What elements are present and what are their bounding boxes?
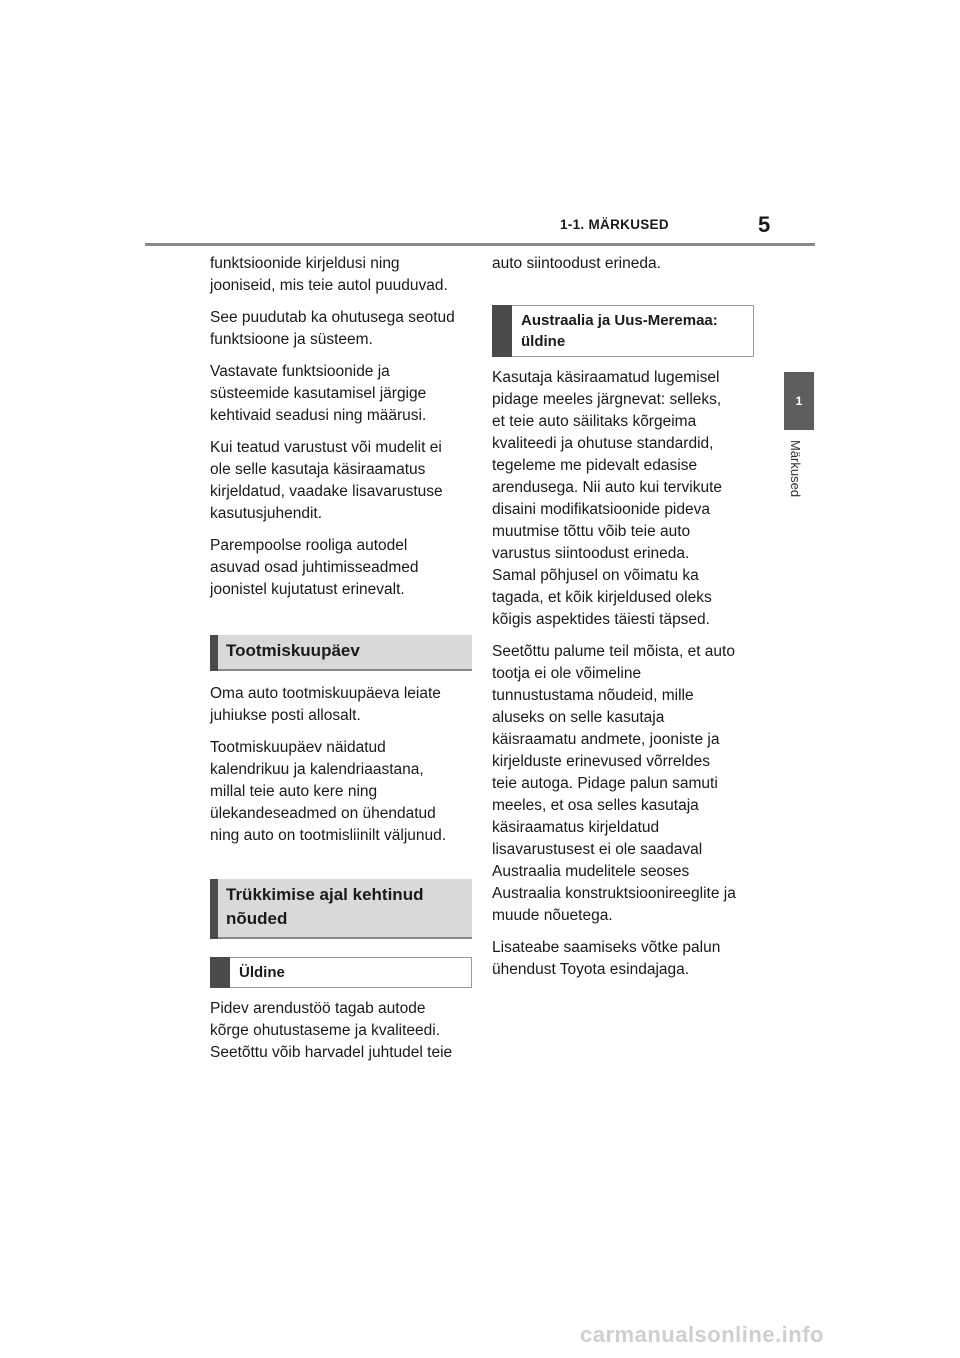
subheading-general: Üldine	[210, 957, 472, 988]
chapter-tab	[784, 372, 814, 430]
production-paragraph-2: Tootmiskuupäev näidatud kalendrikuu ja kalendriaastana, millal teie auto kere ning ülekandeseadmed on ühendatud ning auto on tootmisliinilt väljunud.	[210, 739, 447, 844]
left-column	[210, 253, 472, 1074]
production-paragraph-1: Oma auto tootmiskuupäeva leiate juhiukse posti allosalt.	[210, 685, 441, 724]
intro-paragraph-5: Parempoolse rooliga autodel asuvad osad juhtimisseadmed joonistel kujutatust erinevalt.	[210, 537, 419, 598]
continuation-paragraph: auto siintoodust erineda.	[492, 255, 661, 272]
heading-requirements: Trükkimise ajal kehtinud nõuded	[210, 879, 472, 939]
intro-paragraph-2: See puudutab ka ohutusega seotud funktsioone ja süsteem.	[210, 309, 455, 348]
intro-paragraph-4: Kui teatud varustust või mudelit ei ole selle kasutaja käsiraamatus kirjeldatud, vaadake lisavarustuse kasutusjuhendit.	[210, 439, 443, 522]
page-number: 5	[758, 212, 771, 237]
header-section-title: 1-1. MÄRKUSED	[560, 217, 669, 232]
subheading-australia: Austraalia ja Uus-Meremaa: üldine	[492, 305, 754, 357]
intro-paragraph-3: Vastavate funktsioonide ja süsteemide kasutamisel järgige kehtivaid seadusi ning määrusi.	[210, 363, 427, 424]
chapter-side-label	[788, 440, 810, 510]
australia-paragraph-1: Kasutaja käsiraamatud lugemisel pidage meeles järgnevat: selleks, et teie auto säilitaks kõrgeima kvaliteedi ja ohutuse standardid, tegeleme me pidevalt edasise arendusega. Nii auto kui tervikute disaini modifikatsioonide pideva muutmise tõttu võib teie auto varustus siintoodust erineda. Samal põhjusel on võimatu ka tagada, et kõik kirjeldused oleks kõigis aspektides täiesti täpsed.	[492, 369, 723, 628]
australia-paragraph-3: Lisateabe saamiseks võtke palun ühendust Toyota esindajaga.	[492, 939, 721, 978]
chapter-side-label-text: Märkused	[788, 440, 803, 498]
watermark: carmanualsonline.info	[580, 1322, 824, 1347]
intro-paragraph-1: funktsioonide kirjeldusi ning jooniseid, mis teie autol puuduvad.	[210, 255, 448, 294]
australia-paragraph-2: Seetõttu palume teil mõista, et auto tootja ei ole võimeline tunnustustama nõudeid, mille aluseks on selle kasutaja käisraamatu andmete, jooniste ja kirjelduste erinevused võrreldes teie autoga. Pidage palun samuti meeles, et osa selles kasutaja käsiraamatus kirjeldatud lisavarustusest ei ole saadaval Austraalia mudelitele seoses Austraalia konstruktsioonireeglite ja muude nõuetega.	[492, 643, 736, 924]
right-column	[492, 253, 754, 991]
header-rule	[145, 243, 815, 246]
general-paragraph: Pidev arendustöö tagab autode kõrge ohutustaseme ja kvaliteedi. Seetõttu võib harvadel juhtudel teie	[210, 1000, 453, 1061]
heading-production-date: Tootmiskuupäev	[210, 635, 472, 671]
chapter-tab-number: 1	[795, 394, 803, 408]
